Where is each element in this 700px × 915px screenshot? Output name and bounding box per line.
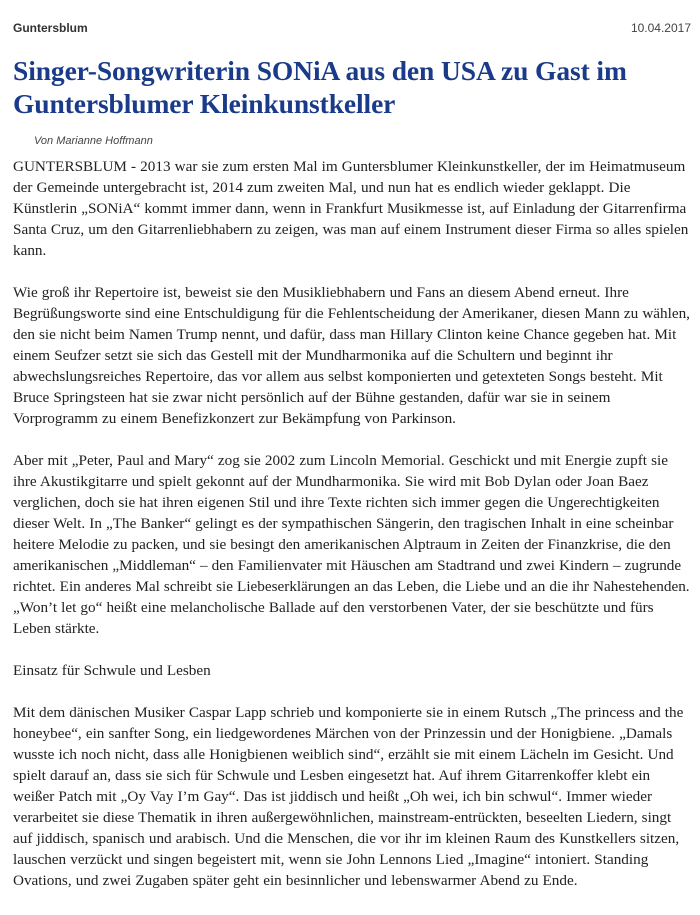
paragraph: Aber mit „Peter, Paul and Mary“ zog sie 2002 zum Lincoln Memorial. Geschickt und mit Energie zupft sie ihre Akustikgitarre und spielt gekonnt auf der Mundharmonika. Sie wird mit Bob Dylan oder Joan Baez verglichen, doch sie hat ihren eigenen Stil und ihre Texte richten sich immer gegen die Ungerechtigkeiten dieser Welt. In „The Banker“ gelingt es der sympathischen Sängerin, den tragischen Inhalt in eine scheinbar heitere Melodie zu packen, und sie besingt den amerikanischen Alptraum in Zeiten der Finanzkrise, die den amerikanischen „Middleman“ – den Familienvater mit Häuschen am Stadtrand und zwei Kindern – zugrunde richtet. Ein anderes Mal schreibt sie Liebeserklärungen an das Leben, die Liebe und an die ihr Nahestehenden. „Won’t let go“ heißt eine melancholische Ballade auf den verstorbenen Vater, der sie beschützte und fürs Leben stärkte. — [13, 452, 690, 637]
author-byline: Von Marianne Hoffmann — [34, 135, 153, 147]
paragraph: Wie groß ihr Repertoire ist, beweist sie den Musikliebhabern und Fans an diesem Abend erneut. Ihre Begrüßungsworte sind eine Entschuldigung für die Fehlentscheidung der Amerikaner, diesen Mann zu wählen, den sie nicht beim Namen Trump nennt, und dafür, dass man Hillary Clinton keine Chance gegeben hat. Mit einem Seufzer setzt sie sich das Gestell mit der Mundharmonika auf die Schultern und beginnt ihr abwechslungsreiches Repertoire, das vor allem aus selbst komponierten und getexteten Songs besteht. Mit Bruce Springsteen hat sie zwar nicht persönlich auf der Bühne gestanden, dafür war sie in seinem Vorprogramm zu einem Benefizkonzert zur Bekämpfung von Parkinson. — [13, 284, 690, 427]
publish-date: 10.04.2017 — [630, 21, 691, 35]
article-body — [13, 156, 691, 891]
article — [13, 0, 691, 912]
section-heading: Einsatz für Schwule und Lesben — [13, 662, 211, 679]
article-meta — [13, 18, 691, 38]
paragraph: GUNTERSBLUM - 2013 war sie zum ersten Mal im Guntersblumer Kleinkunstkeller, der im Heimatmuseum der Gemeinde untergebracht ist, 2014 zum zweiten Mal, und nun hat es endlich wieder geklappt. Die Künstlerin „SONiA“ kommt immer dann, wenn in Frankfurt Musikmesse ist, auf Einladung der Gitarrenfirma Santa Cruz, um den Gitarrenliebhabern zu zeigen, was man auf einem Instrument dieser Firma so alles spielen kann. — [13, 158, 689, 259]
paragraph: Mit dem dänischen Musiker Caspar Lapp schrieb und komponierte sie in einem Rutsch „The princess and the honeybee“, ein sanfter Song, ein liedgewordenes Märchen von der Prinzessin und der Honigbiene. „Damals wusste ich noch nicht, dass alle Honigbienen weiblich sind“, erzählt sie mit einem Lächeln im Gesicht. Und spielt darauf an, dass sie sich für Schwule und Lesben eingesetzt hat. Auf ihrem Gitarrenkoffer klebt ein weißer Patch mit „Oy Vay I’m Gay“. Das ist jiddisch und heißt „Oh wei, ich bin schwul“. Immer wieder verarbeitet sie diese Thematik in ihren außergewöhnlichen, mainstream-entrückten, beseelten Liedern, singt auf jiddisch, spanisch und arabisch. Und die Menschen, die vor ihr im kleinen Raum des Kunstkellers sitzen, lauschen verzückt und singen begeistert mit, wenn sie John Lennons Lied „Imagine“ intoniert. Standing Ovations, und zwei Zugaben später geht ein besinnlicher und lebenswarmer Abend zu Ende. — [13, 704, 684, 889]
article-title: Singer-Songwriterin SONiA aus den USA zu Gast im Guntersblumer Kleinkunstkeller — [13, 55, 627, 119]
location-label: Guntersblum — [13, 21, 88, 35]
